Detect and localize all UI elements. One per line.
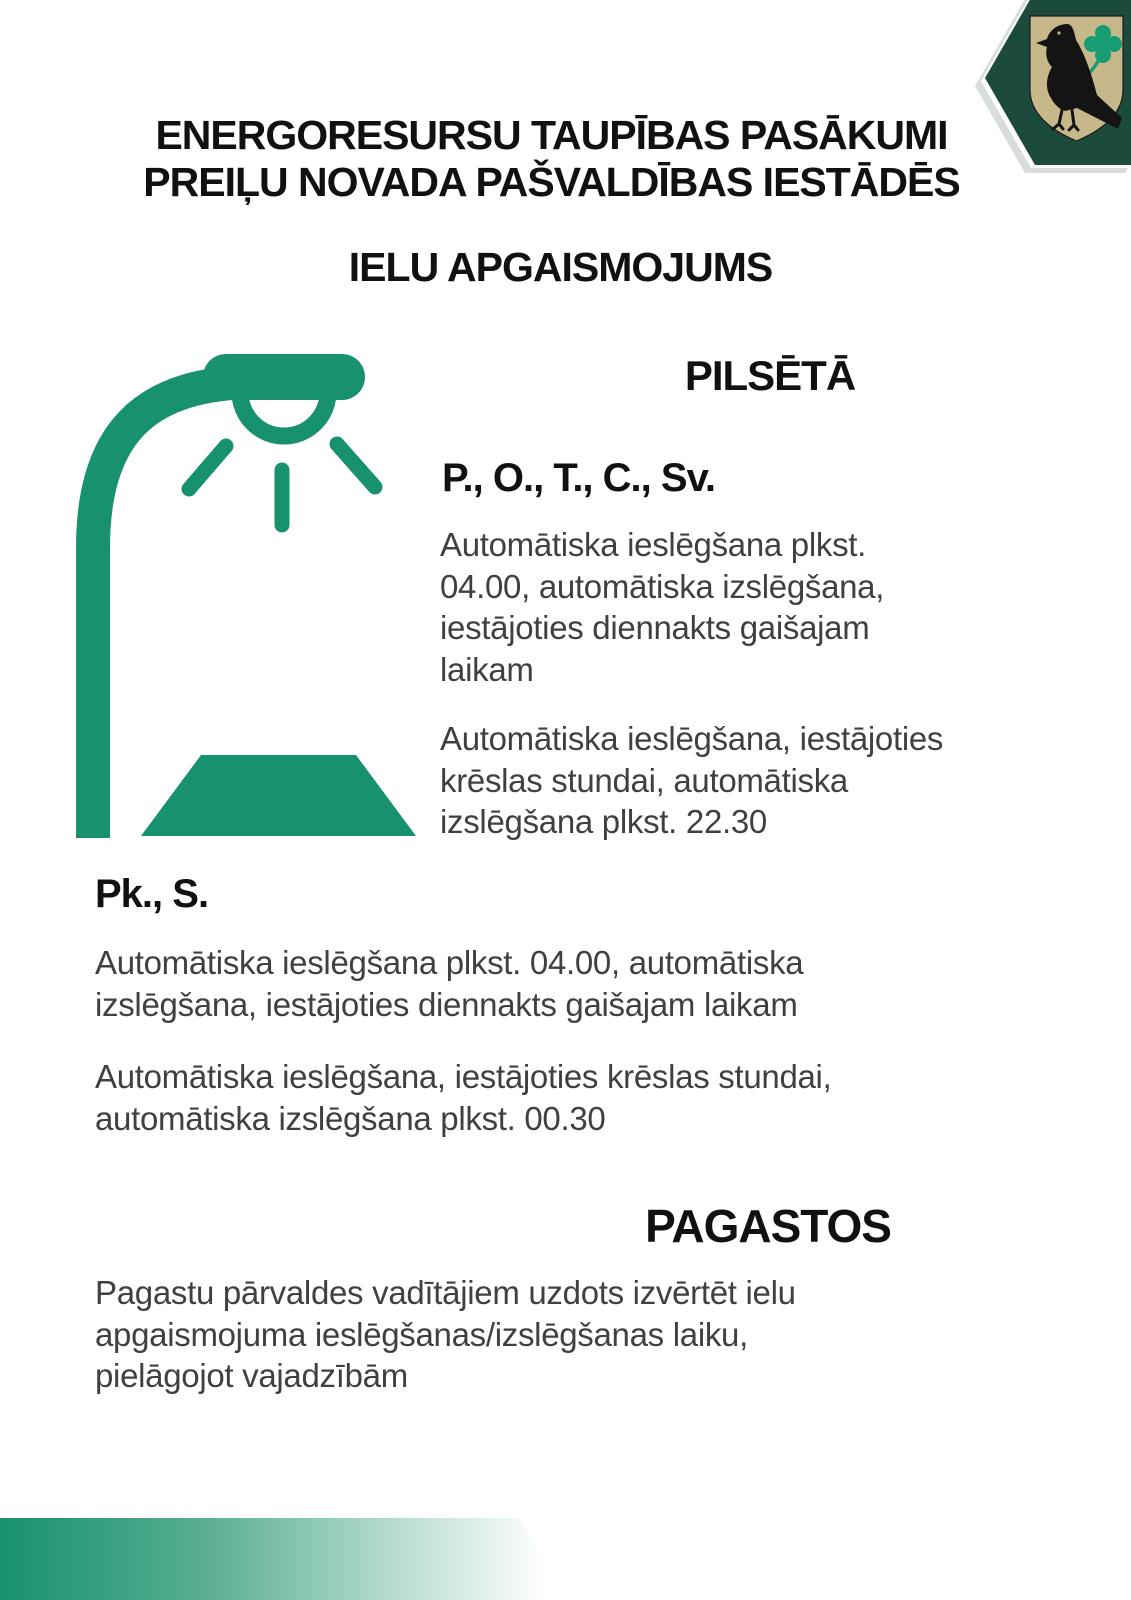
bottom-gradient-band <box>0 1518 568 1600</box>
weekdays-schedule-dusk: Automātiska ieslēgšana, iestājoties krēslas stundai, automātiska izslēgšana plkst. 22.30 <box>440 720 944 841</box>
street-lamp-icon <box>60 330 440 850</box>
poster-title: ENERGORESURSU TAUPĪBAS PASĀKUMI PREIĻU NOVADA PAŠVALDĪBAS IESTĀDĒS <box>143 112 960 205</box>
weekend-label: Pk., S. <box>95 872 209 916</box>
weekdays-schedule-on: Automātiska ieslēgšana plkst. 04.00, automātiska izslēgšana, iestājoties diennakts gaišajam laikam <box>440 526 885 688</box>
section-heading-pagastos: PAGASTOS <box>645 1200 891 1252</box>
light-beam <box>141 755 416 836</box>
weekend-schedule-dusk: Automātiska ieslēgšana, iestājoties krēslas stundai, automātiska izslēgšana plkst. 00.30 <box>95 1058 832 1137</box>
parish-note: Pagastu pārvaldes vadītājiem uzdots izvērtēt ielu apgaismojuma ieslēgšanas/izslēgšanas laiku, pielāgojot vajadzībām <box>95 1274 796 1395</box>
light-rays <box>189 444 375 525</box>
weekdays-label: P., O., T., C., Sv. <box>442 456 715 500</box>
weekend-schedule-on: Automātiska ieslēgšana plkst. 04.00, automātiska izslēgšana, iestājoties diennakts gaišajam laikam <box>95 944 804 1023</box>
poster-subtitle: IELU APGAISMOJUMS <box>348 244 773 290</box>
lamp-head <box>203 354 365 400</box>
section-heading-pilseta: PILSĒTĀ <box>684 352 856 399</box>
